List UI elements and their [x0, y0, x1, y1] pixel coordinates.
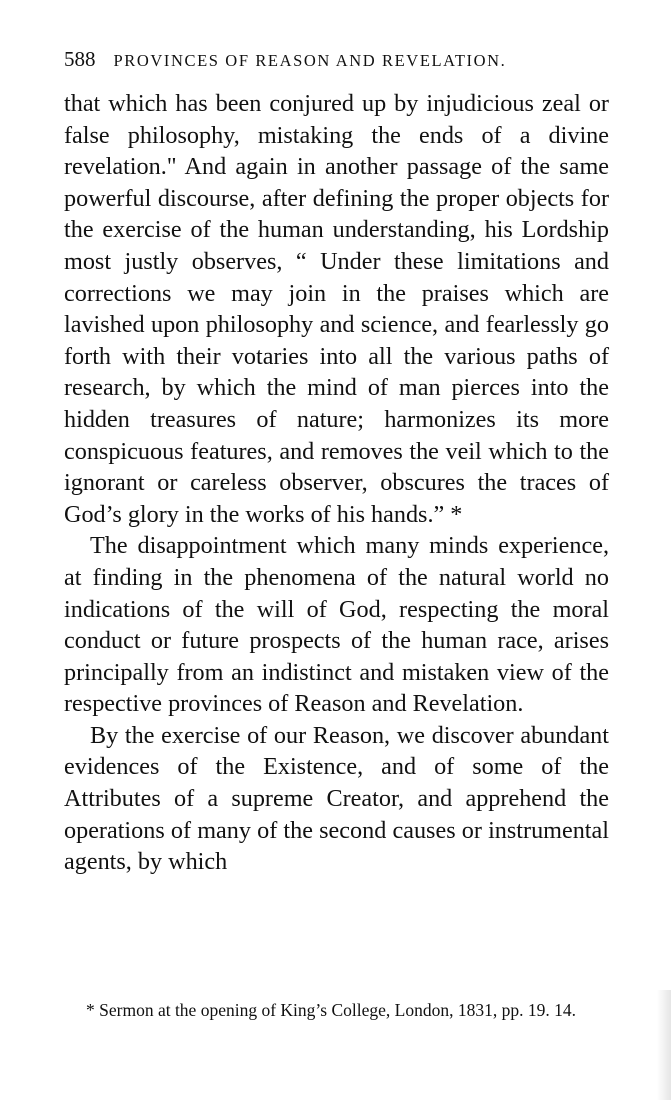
paragraph-continued: that which has been conjured up by injudicious zeal or false philosophy, mistaking the ends of a divine revelation." And again in another passage of the same powerful discourse, after defining the proper objects for the exercise of the human understanding, his Lordship most justly observes, “ Under these limitations and corrections we may join in the praises which are lavished upon philosophy and science, and fearlessly go forth with their votaries into all the various paths of research, by which the mind of man pierces into the hidden treasures of nature; harmonizes its more conspicuous features, and removes the veil which to the ignorant or careless observer, obscures the traces of God’s glory in the works of his hands.” *	[64, 90, 609, 528]
page-header	[64, 47, 609, 77]
page-number: 588	[64, 47, 96, 71]
body-text	[64, 88, 609, 878]
footnote-text: * Sermon at the opening of King’s College, London, 1831, pp. 19. 14.	[86, 1000, 576, 1020]
paragraph-disappointment: The disappointment which many minds experience, at finding in the phenomena of the natural world no indications of the will of God, respecting the moral conduct or future prospects of the human race, arises principally from an indistinct and mistaken view of the respective provinces of Reason and Revelation.	[64, 532, 609, 718]
page-edge-shadow	[657, 990, 671, 1100]
running-head: PROVINCES OF REASON AND REVELATION.	[113, 51, 507, 70]
paragraph-reason: By the exercise of our Reason, we discover abundant evidences of the Existence, and of some of the Attributes of a supreme Creator, and apprehend the operations of many of the second causes or instrumental agents, by which	[64, 721, 609, 876]
footnote	[64, 998, 609, 1022]
